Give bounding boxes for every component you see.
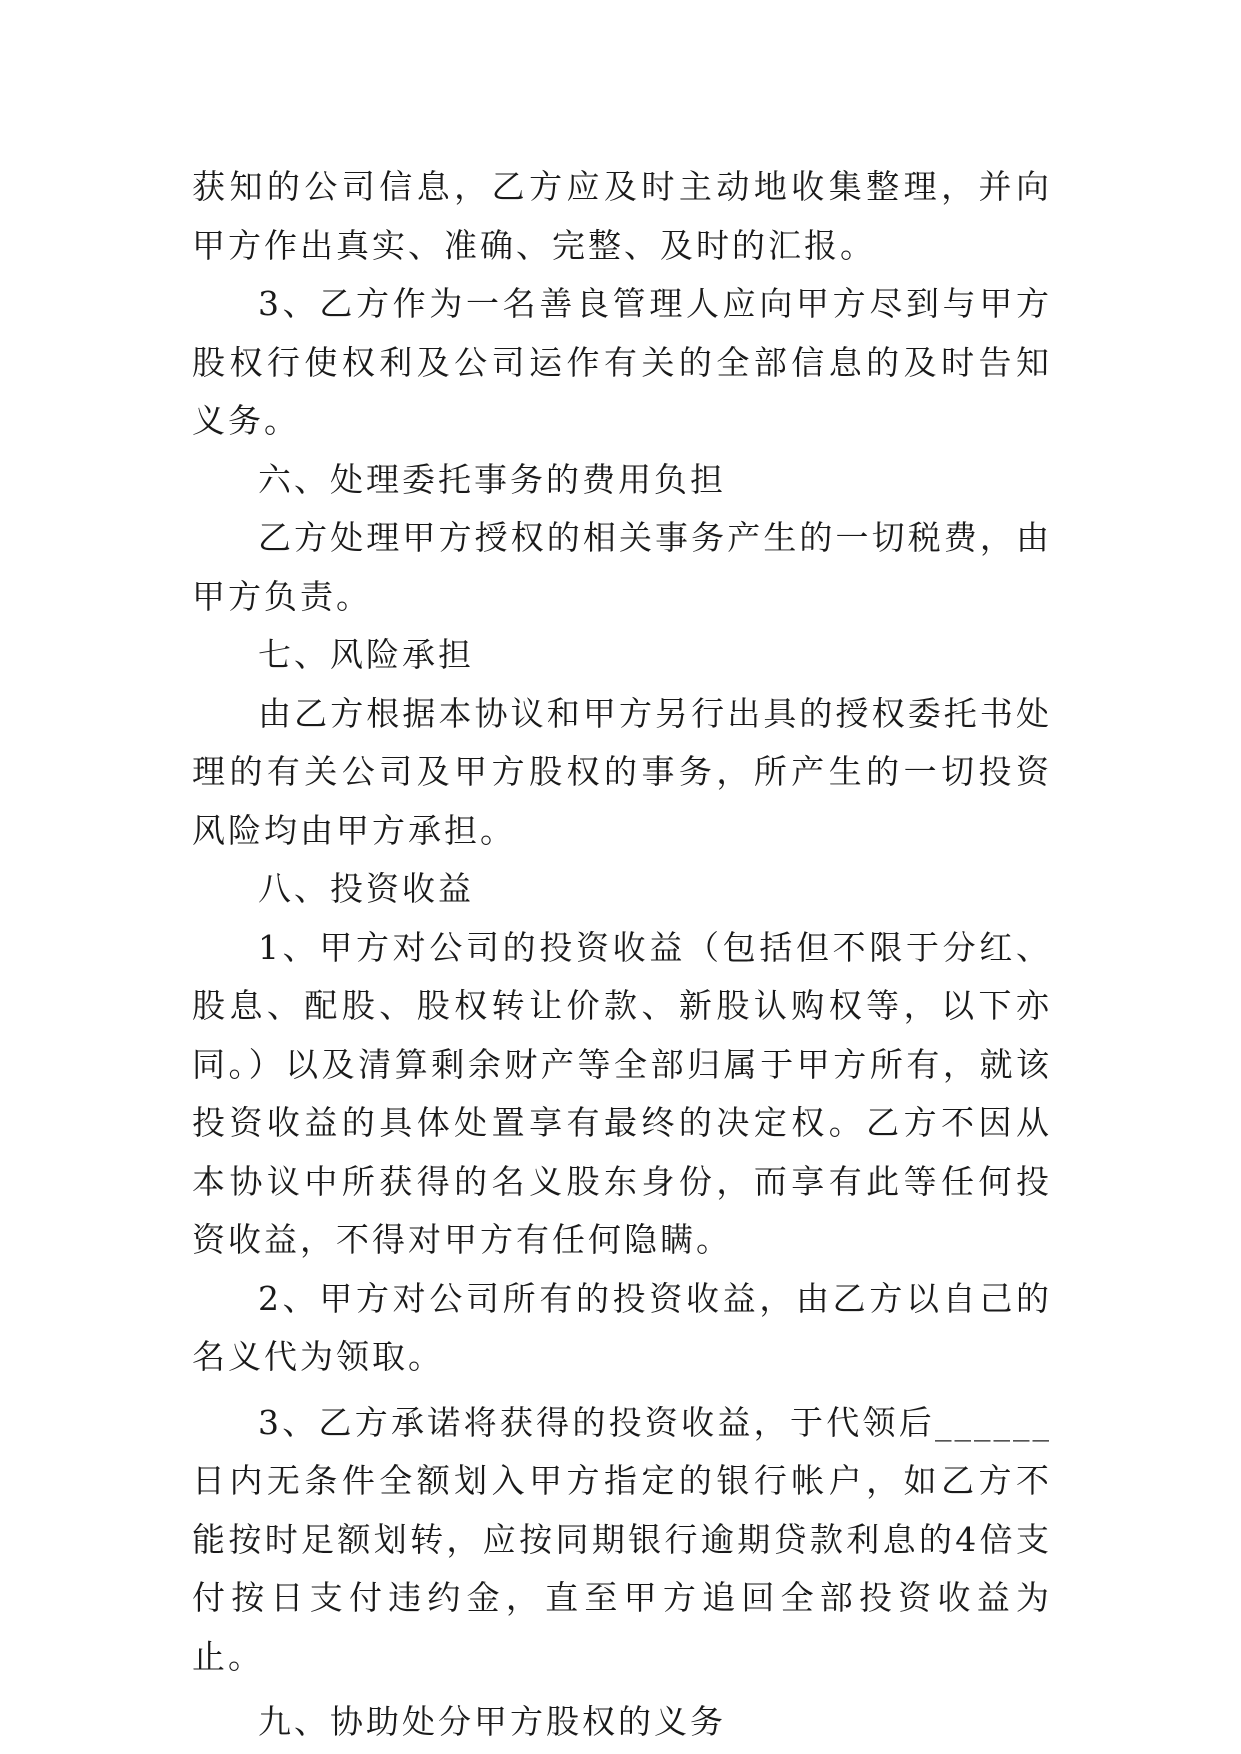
section-heading-9: 九、协助处分甲方股权的义务 bbox=[258, 1702, 726, 1741]
document-body bbox=[192, 158, 1052, 1752]
paragraph-clause-5-3: 3、乙方作为一名善良管理人应向甲方尽到与甲方股权行使权利及公司运作有关的全部信息的及时告知义务。 bbox=[192, 284, 1052, 440]
paragraph-clause-8-1: 1、甲方对公司的投资收益（包括但不限于分红、股息、配股、股权转让价款、新股认购权等，以下亦同。）以及清算剩余财产等全部归属于甲方所有，就该投资收益的具体处置享有最终的决定权。乙方不因从本协议中所获得的名义股东身份，而享有此等任何投资收益，不得对甲方有任何隐瞒。 bbox=[192, 927, 1052, 1259]
paragraph-expenses: 乙方处理甲方授权的相关事务产生的一切税费，由甲方负责。 bbox=[192, 518, 1052, 616]
section-heading-7: 七、风险承担 bbox=[258, 635, 474, 674]
section-heading-6: 六、处理委托事务的费用负担 bbox=[258, 459, 726, 499]
paragraph-clause-8-2: 2、甲方对公司所有的投资收益，由乙方以自己的名义代为领取。 bbox=[192, 1278, 1052, 1376]
paragraph-continued-info: 获知的公司信息，乙方应及时主动地收集整理，并向甲方作出真实、准确、完整、及时的汇报。 bbox=[192, 167, 1052, 265]
section-heading-8: 八、投资收益 bbox=[258, 869, 474, 908]
paragraph-risk: 由乙方根据本协议和甲方另行出具的授权委托书处理的有关公司及甲方股权的事务，所产生的一切投资风险均由甲方承担。 bbox=[192, 693, 1052, 850]
paragraph-clause-8-3: 3、乙方承诺将获得的投资收益，于代领后______日内无条件全额划入甲方指定的银行帐户，如乙方不能按时足额划转，应按同期银行逾期贷款利息的4倍支付按日支付违约金，直至甲方追回全部投资收益为止。 bbox=[192, 1402, 1052, 1676]
